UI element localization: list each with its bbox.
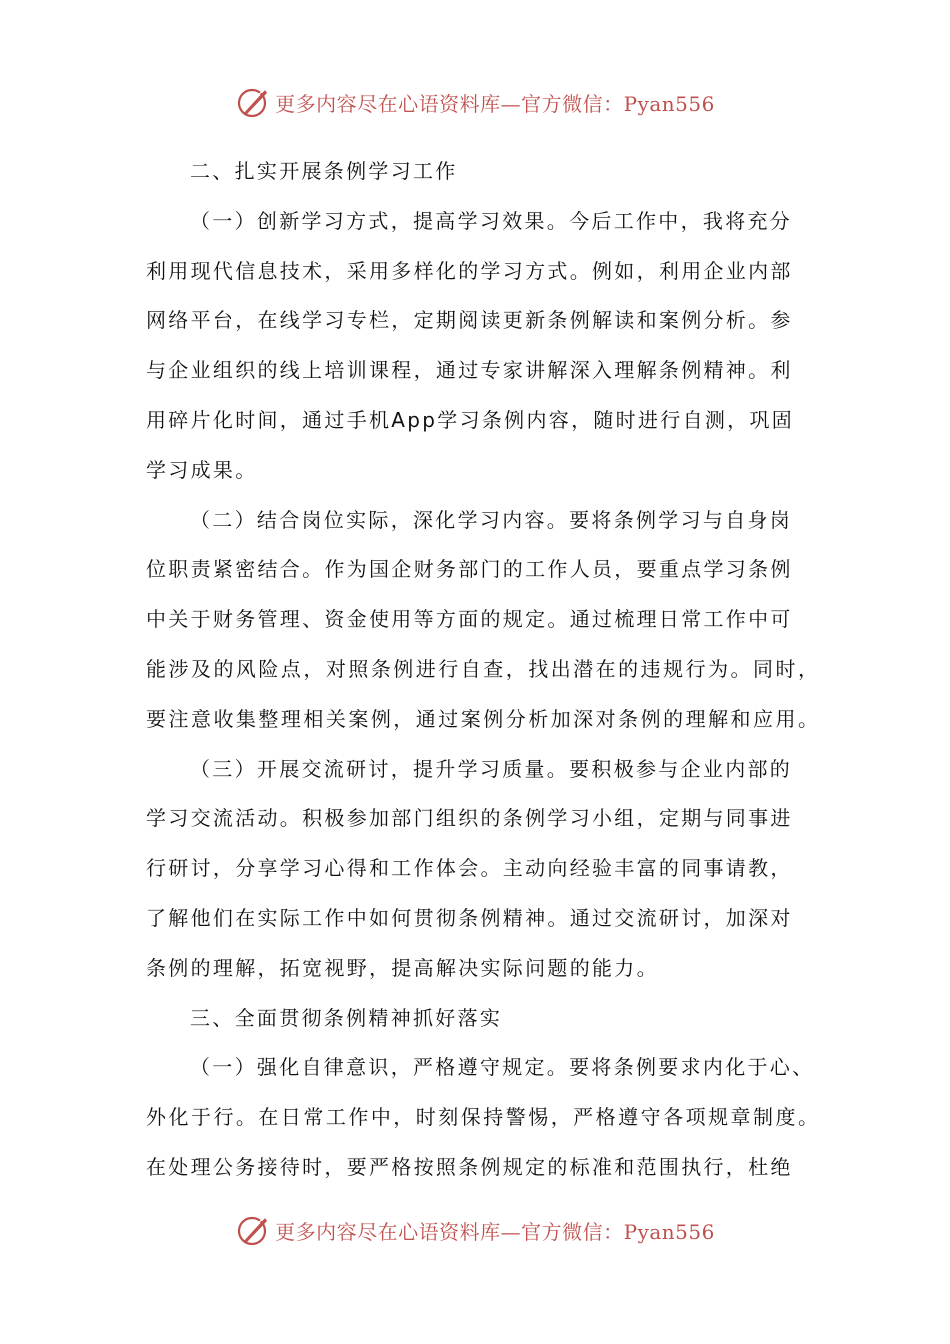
paragraph-line: 条例的理解，拓宽视野，提高解决实际问题的能力。 <box>146 955 659 980</box>
paragraph-line: 学习交流活动。积极参加部门组织的条例学习小组，定期与同事进 <box>146 806 793 831</box>
paragraph-line: （一）强化自律意识，严格遵守规定。要将条例要求内化于心、 <box>190 1055 815 1080</box>
footer-watermark-banner <box>0 1210 950 1250</box>
section-heading: 二、扎实开展条例学习工作 <box>190 159 458 183</box>
section-heading: 三、全面贯彻条例精神抓好落实 <box>190 1005 503 1030</box>
paragraph-line: 行研讨，分享学习心得和工作体会。主动向经验丰富的同事请教， <box>146 856 793 881</box>
banner-text: 更多内容尽在心语资料库—官方微信：Pyan556 <box>275 91 715 116</box>
paragraph-line: 中关于财务管理、资金使用等方面的规定。通过梳理日常工作中可 <box>146 607 793 632</box>
paragraph-line: （一）创新学习方式，提高学习效果。今后工作中，我将充分 <box>190 208 793 233</box>
header-watermark-banner <box>0 82 950 122</box>
paragraph-line: 网络平台，在线学习专栏，定期阅读更新条例解读和案例分析。参 <box>146 308 793 333</box>
paragraph-line: 了解他们在实际工作中如何贯彻条例精神。通过交流研讨，加深对 <box>146 905 793 930</box>
document-body <box>146 147 818 1193</box>
paragraph-line: 外化于行。在日常工作中，时刻保持警惕，严格遵守各项规章制度。 <box>146 1105 818 1130</box>
paragraph-line: 与企业组织的线上培训课程，通过专家讲解深入理解条例精神。利 <box>146 358 793 383</box>
paragraph-line: 位职责紧密结合。作为国企财务部门的工作人员，要重点学习条例 <box>146 557 793 582</box>
paragraph-line: 用碎片化时间，通过手机App学习条例内容，随时进行自测，巩固 <box>146 407 795 432</box>
paragraph-line: 在处理公务接待时，要严格按照条例规定的标准和范围执行，杜绝 <box>146 1154 793 1179</box>
banner-text: 更多内容尽在心语资料库—官方微信：Pyan556 <box>275 1219 715 1244</box>
paragraph-line: 利用现代信息技术，采用多样化的学习方式。例如，利用企业内部 <box>146 258 793 283</box>
paragraph-line: 学习成果。 <box>146 457 258 482</box>
quill-logo-icon <box>235 84 271 120</box>
paragraph-line: 要注意收集整理相关案例，通过案例分析加深对条例的理解和应用。 <box>146 706 818 731</box>
paragraph-line: （三）开展交流研讨，提升学习质量。要积极参与企业内部的 <box>190 756 793 781</box>
quill-logo-icon <box>235 1212 271 1248</box>
paragraph-line: 能涉及的风险点，对照条例进行自查，找出潜在的违规行为。同时， <box>146 656 818 681</box>
paragraph-line: （二）结合岗位实际，深化学习内容。要将条例学习与自身岗 <box>190 507 793 532</box>
